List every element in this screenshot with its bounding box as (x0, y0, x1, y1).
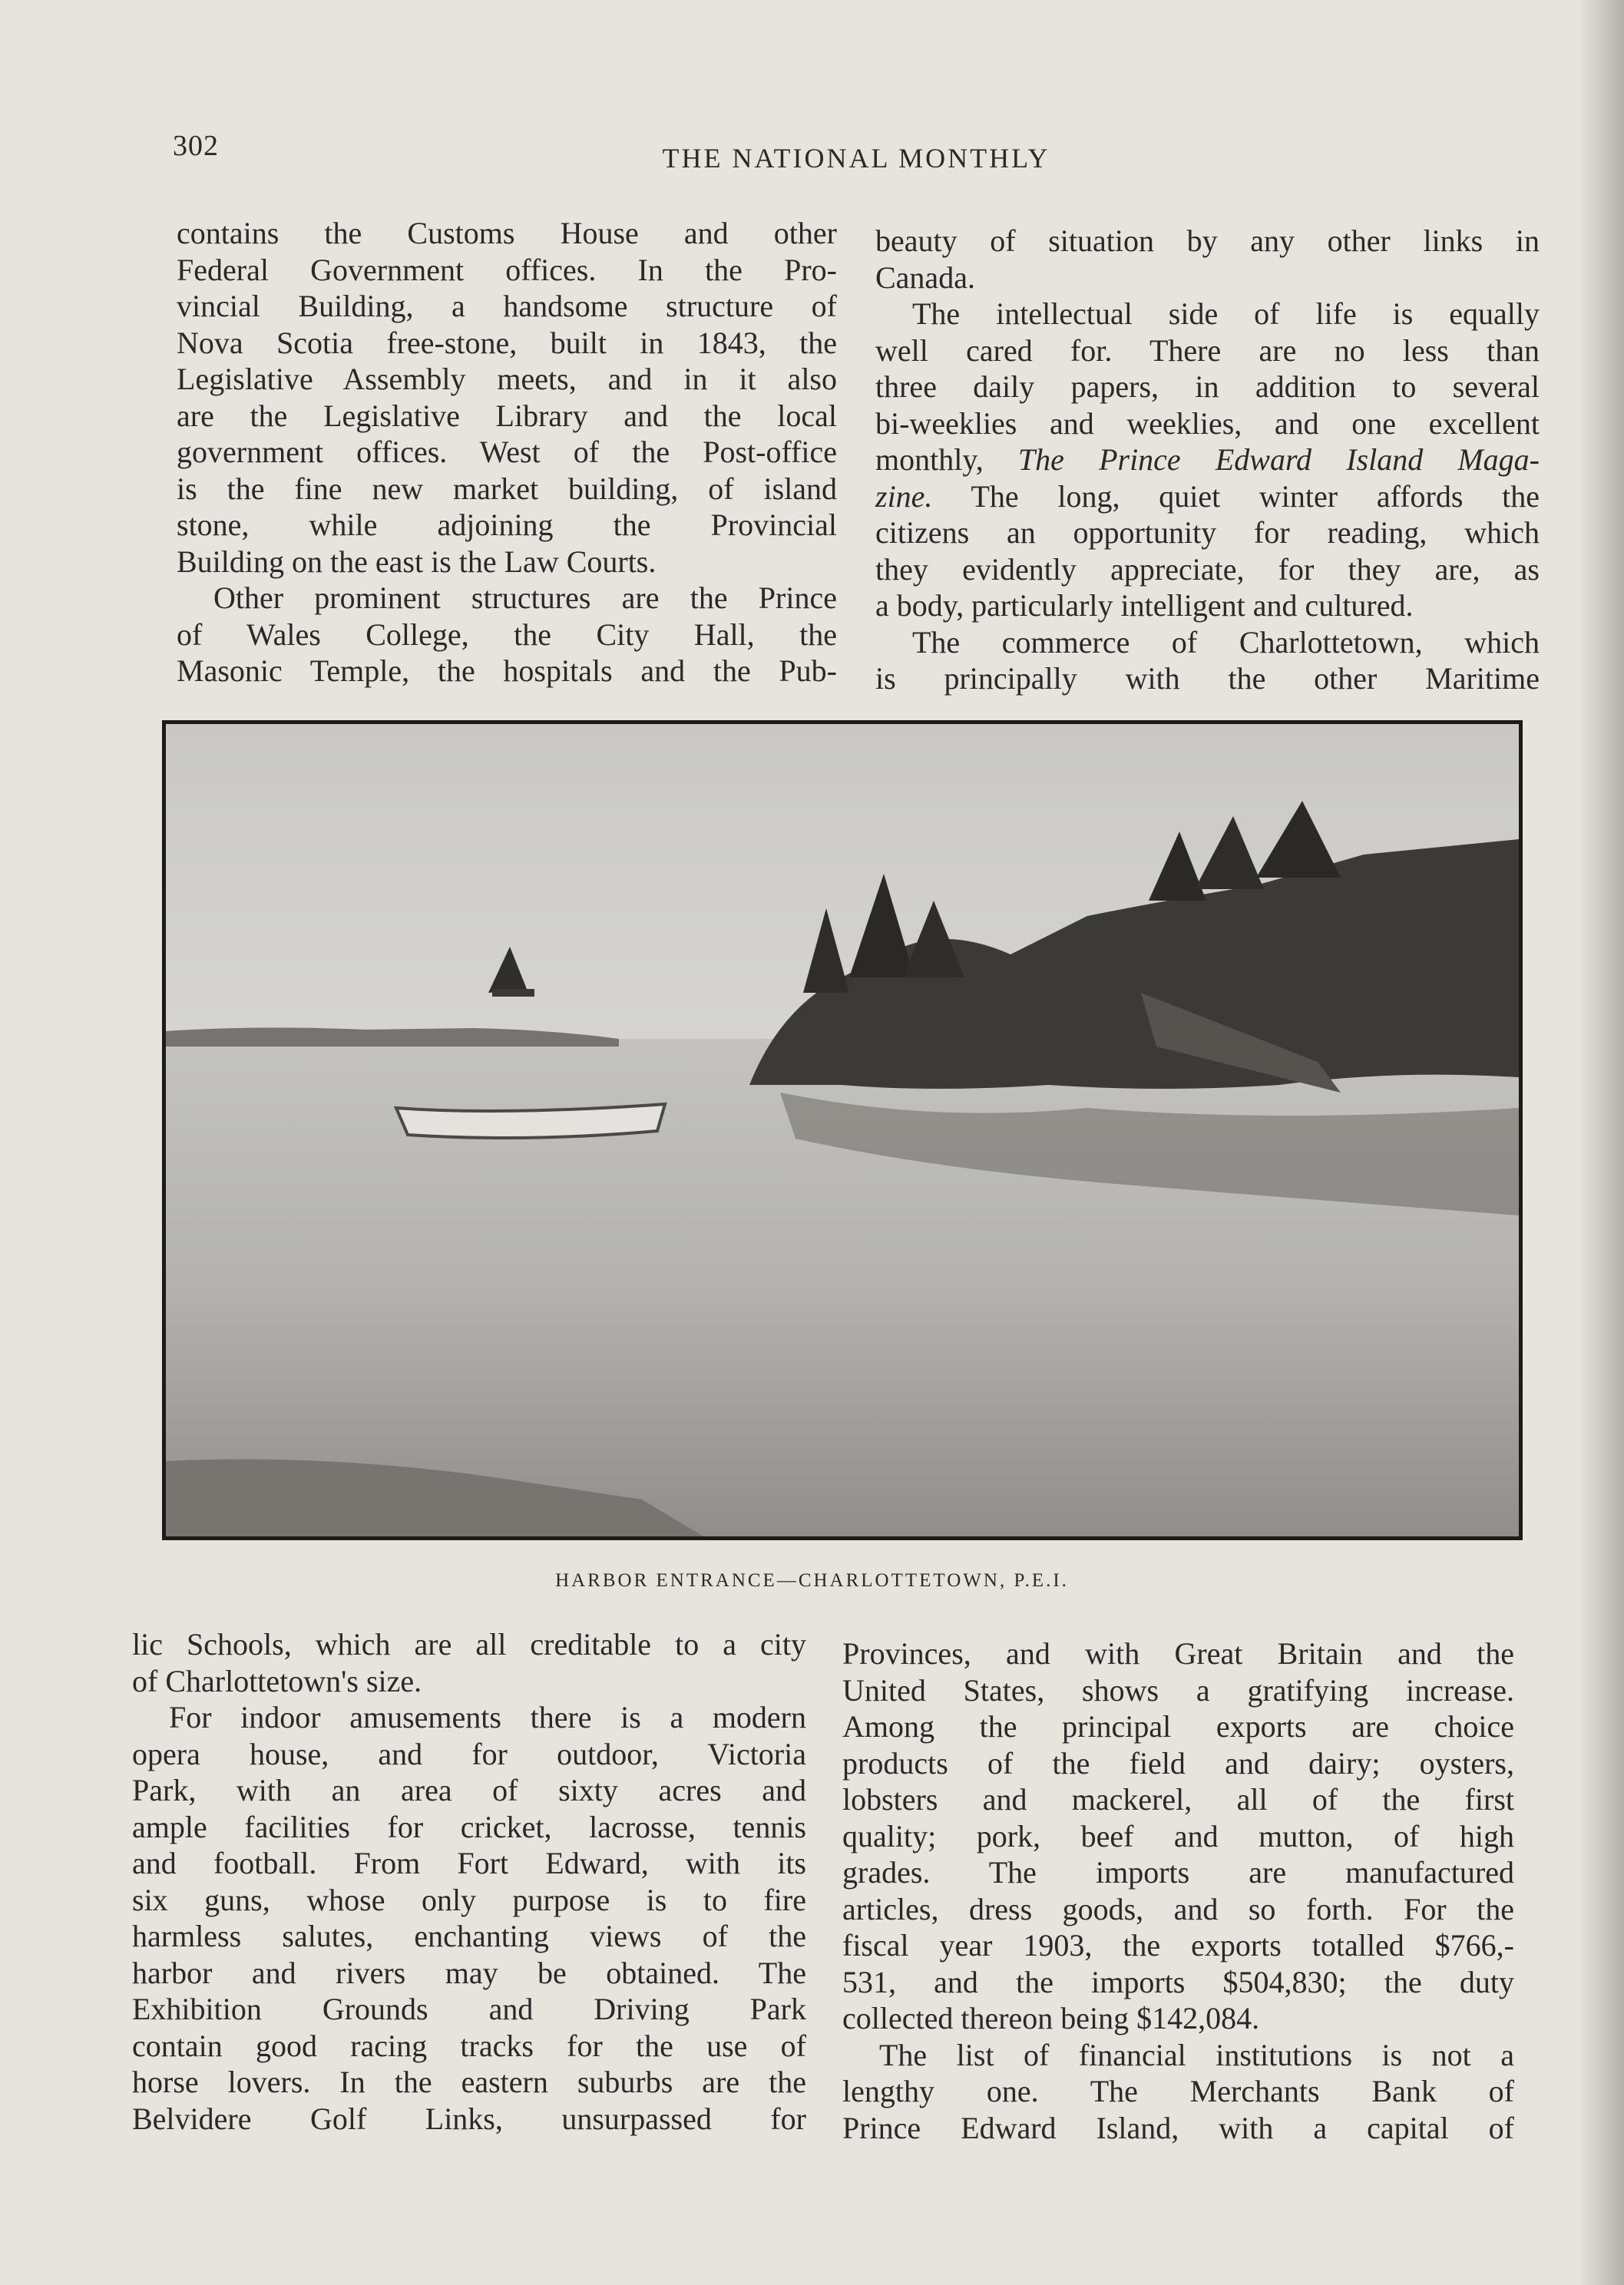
text-line: and football. From Fort Edward, with its (132, 1846, 806, 1880)
page-number: 302 (173, 130, 219, 162)
text-line: fiscal year 1903, the exports totalled $766,- (842, 1928, 1514, 1963)
text-line: quality; pork, beef and mutton, of high (842, 1818, 1514, 1853)
text-line: horse lovers. In the eastern suburbs are the (132, 2065, 806, 2099)
text-line: Building on the east is the Law Courts. (177, 544, 657, 579)
text-line: contains the Customs House and other (177, 216, 837, 250)
text-line: citizens an opportunity for reading, which (875, 515, 1540, 550)
column-top-left (177, 215, 837, 689)
text-line: collected thereon being $142,084. (842, 2001, 1260, 2035)
text-line: Other prominent structures are the Prince (213, 580, 837, 615)
column-bottom-left (132, 1626, 806, 2137)
text-line: of Charlottetown's size. (132, 1663, 422, 1698)
text-line: bi-weeklies and weeklies, and one excellent (875, 405, 1540, 441)
text-line: The intellectual side of life is equally (912, 296, 1540, 331)
text-line: Federal Government offices. In the Pro- (177, 252, 837, 287)
magazine-title-end: zine. (875, 478, 933, 514)
text-line: Exhibition Grounds and Driving Park (132, 1992, 806, 2026)
text-line: Masonic Temple, the hospitals and the Pub- (177, 653, 837, 688)
text-line: three daily papers, in addition to several (875, 369, 1540, 404)
text-line: is principally with the other Maritime (875, 661, 1540, 696)
text-line: harmless salutes, enchanting views of the (132, 1919, 806, 1953)
text-line: is the fine new market building, of island (177, 471, 837, 506)
column-bottom-right (842, 1635, 1514, 2146)
text-fragment: The long, quiet winter affords the (971, 478, 1540, 514)
text-line: Among the principal exports are choice (842, 1709, 1514, 1744)
running-title: THE NATIONAL MONTHLY (662, 143, 1050, 174)
text-line: a body, particularly intelligent and cultured. (875, 588, 1414, 623)
text-line: lengthy one. The Merchants Bank of (842, 2074, 1514, 2108)
text-line: opera house, and for outdoor, Victoria (132, 1736, 806, 1771)
text-line: Belvidere Golf Links, unsurpassed for (132, 2101, 806, 2136)
text-line: lobsters and mackerel, all of the first (842, 1782, 1514, 1817)
text-line: articles, dress goods, and so forth. For the (842, 1891, 1514, 1926)
text-line: The list of financial institutions is not a (879, 2037, 1514, 2072)
column-top-right (875, 223, 1540, 697)
text-line: lic Schools, which are all creditable to a city (132, 1627, 806, 1662)
text-line: 531, and the imports $504,830; the duty (842, 1964, 1514, 1999)
text-line: well cared for. There are no less than (875, 332, 1540, 368)
text-line: stone, while adjoining the Provincial (177, 508, 837, 542)
page-edge-shadow (1578, 0, 1624, 2285)
text-line: United States, shows a gratifying increase. (842, 1672, 1514, 1708)
magazine-title: The Prince Edward Island Maga- (1017, 442, 1540, 477)
text-line: Park, with an area of sixty acres and (132, 1773, 806, 1807)
text-line: contain good racing tracks for the use of (132, 2028, 806, 2063)
text-line: they evidently appreciate, for they are, as (875, 551, 1540, 587)
text-line: six guns, whose only purpose is to fire (132, 1882, 806, 1917)
harbor-photograph (162, 720, 1523, 1540)
figure-caption: HARBOR ENTRANCE—CHARLOTTETOWN, P.E.I. (555, 1570, 1069, 1591)
text-line: Canada. (875, 260, 975, 295)
text-line: harbor and rivers may be obtained. The (132, 1955, 806, 1990)
text-line: grades. The imports are manufactured (842, 1855, 1514, 1890)
text-line: Legislative Assembly meets, and in it also (177, 362, 837, 396)
text-line: are the Legislative Library and the local (177, 398, 837, 433)
text-fragment: monthly, (875, 442, 984, 477)
text-line: For indoor amusements there is a modern (169, 1700, 806, 1734)
text-line: government offices. West of the Post-office (177, 435, 837, 469)
text-line: beauty of situation by any other links in (875, 223, 1540, 258)
text-line: Provinces, and with Great Britain and the (842, 1636, 1514, 1671)
text-line: products of the field and dairy; oysters, (842, 1745, 1514, 1781)
text-line: of Wales College, the City Hall, the (177, 617, 837, 652)
text-line: Nova Scotia free-stone, built in 1843, the (177, 325, 837, 360)
text-line-mixed (875, 441, 1540, 478)
text-line: The commerce of Charlottetown, which (912, 624, 1540, 660)
text-line: ample facilities for cricket, lacrosse, tennis (132, 1809, 806, 1844)
text-line-mixed (875, 478, 1540, 515)
text-line: Prince Edward Island, with a capital of (842, 2110, 1514, 2145)
text-line: vincial Building, a handsome structure of (177, 289, 837, 323)
